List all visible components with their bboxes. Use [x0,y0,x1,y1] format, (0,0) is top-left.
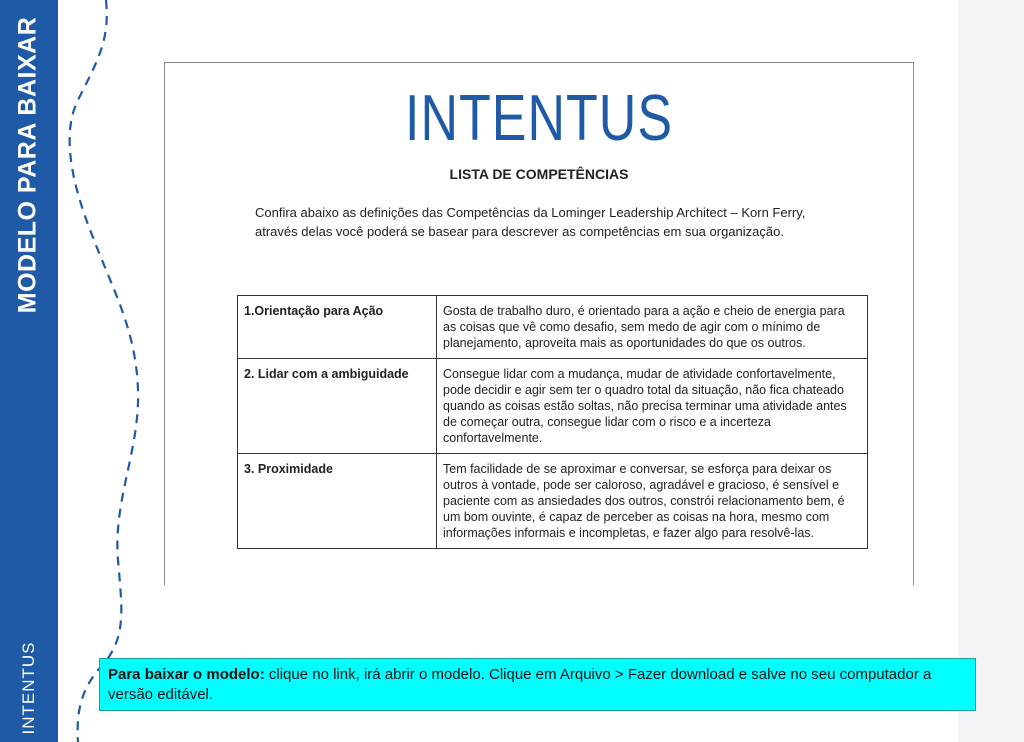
document-logo: INTENTUS [405,82,673,155]
document-intro: Confira abaixo as definições das Competências da Lominger Leadership Architect – Korn Ferry, através delas você poderá se basear para descrever as competências em sua organização. [255,205,806,239]
document-preview [164,62,914,585]
competency-name: 2. Lidar com a ambiguidade [238,359,437,454]
competency-description: Consegue lidar com a mudança, mudar de atividade confortavelmente, pode decidir e agir sem ter o quadro total da situação, não fica chateado quando as coisas estão soltas, não precisa terminar uma atividade antes de começar outra, consegue lidar com o risco e a incerteza confortavelmente. [437,359,868,454]
table-row [238,454,868,549]
dashed-wave-decoration [58,0,148,742]
right-margin-strip [958,0,1024,742]
sidebar-logo: INTENTUS [19,641,38,735]
download-notice-label: Para baixar o modelo: [108,666,265,683]
document-title: LISTA DE COMPETÊNCIAS [449,166,629,182]
sidebar [0,0,58,742]
table-row [238,296,868,359]
competency-table [237,295,868,549]
competency-description: Tem facilidade de se aproximar e conversar, se esforça para deixar os outros à vontade, pode ser caloroso, agradável e gracioso, é sensível e paciente com as ansiedades dos outros, constrói relacionamento bem, é um bom ouvinte, é capaz de perceber as coisas na hora, mesmo com informações informais e incompletas, e fazer algo para resolvê-las. [437,454,868,549]
download-notice-text: clique no link, irá abrir o modelo. Clique em Arquivo > Fazer download e salve no seu computador a versão editável. [108,666,932,703]
sidebar-title: MODELO PARA BAIXAR [13,16,42,314]
competency-description: Gosta de trabalho duro, é orientado para a ação e cheio de energia para as coisas que vê como desafio, sem medo de agir com o mínimo de planejamento, aproveita mais as oportunidades do que os outros. [437,296,868,359]
competency-name: 1.Orientação para Ação [238,296,437,359]
table-row [238,359,868,454]
download-notice [99,658,976,711]
competency-name: 3. Proximidade [238,454,437,549]
